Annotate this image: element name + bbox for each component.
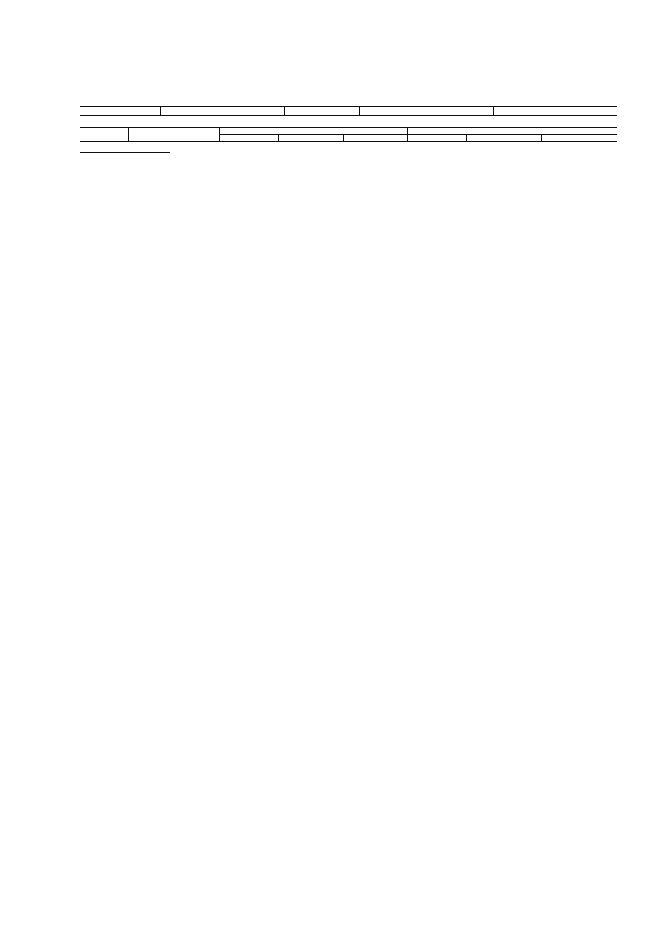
table4-header [408,128,617,135]
table4-header-row [80,128,617,135]
table3-header [493,107,617,116]
document-body [80,93,617,159]
table3-header [80,107,161,116]
table3-header [161,107,285,116]
table4-header [279,135,343,142]
table4-header [80,128,128,142]
table4-header [128,128,219,142]
footnote-divider [80,152,170,153]
table4-header [343,135,407,142]
table4-header [220,128,408,135]
table3-header [284,107,359,116]
table4-header [542,135,617,142]
table4 [80,127,617,142]
table3-header [359,107,493,116]
table3 [80,106,617,116]
table4-header [408,135,467,142]
table4-header [220,135,279,142]
table4-header [467,135,542,142]
table3-header-row [80,107,617,116]
